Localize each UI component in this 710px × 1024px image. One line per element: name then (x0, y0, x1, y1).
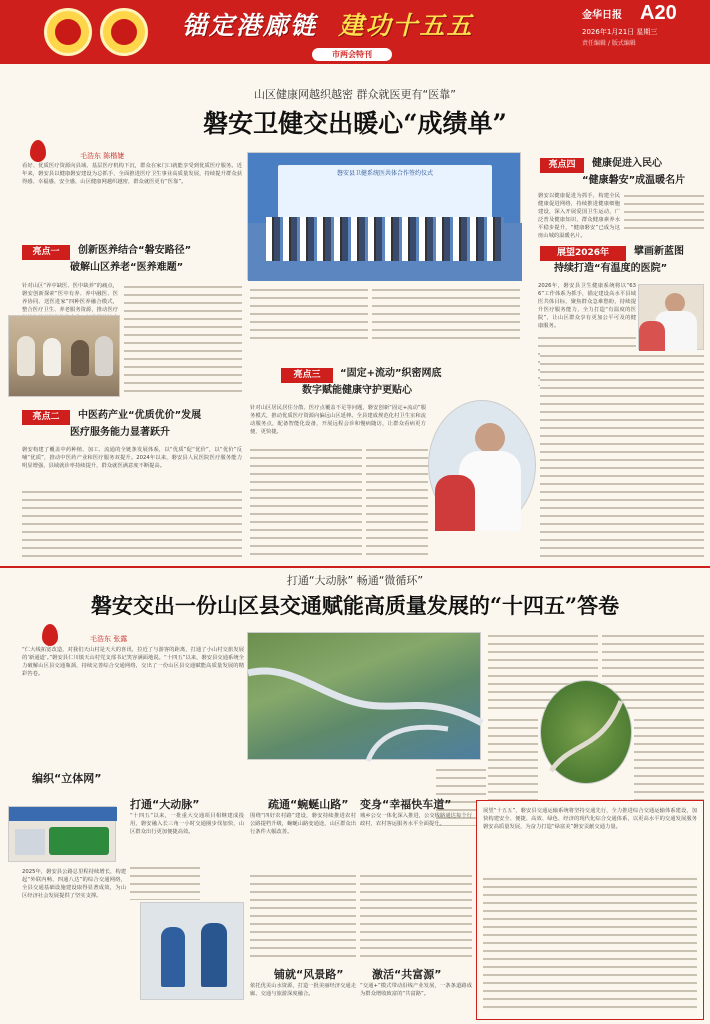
masthead-slogan: 锚定港廊链 建功十五五 (182, 11, 474, 40)
section-d-continued-text (360, 872, 472, 960)
article1-kicker: 山区健康网越织越密 群众就医更有“医靠” (254, 88, 456, 101)
signing-ceremony-photo (247, 152, 521, 280)
nurse-patient-photo (638, 284, 704, 350)
article2-title: 磐安交出一份山区县交通赋能高质量发展的“十四五”答卷 (90, 593, 620, 618)
highlight1-continued-text (124, 283, 242, 397)
red-drop-icon (30, 140, 46, 162)
prospect-title-line1: 擘画新蓝图 (634, 246, 684, 257)
highlight2-continued-text (22, 488, 242, 558)
article2-right-text-4 (634, 716, 704, 800)
page-number: A20 (640, 2, 677, 24)
article1-mid-column-text (250, 286, 368, 344)
highlight2-title-line1: 中医药产业“优质优价”发展 (78, 410, 202, 421)
section-title-a: 编织“立体网” (32, 772, 102, 785)
highlight4-continued-text (624, 192, 704, 232)
article1-title: 磐安卫健交出暖心“成绩单” (203, 109, 507, 138)
section-f-body: “交通+”模式带动沿线产业发展，一条条道路成为群众增收致富的“共富路”。 (360, 983, 472, 997)
aerial-road-photo (247, 632, 481, 760)
section-b-body: “十四五”以来，一批重大交通项目相继建成投用，磐安融入长三角一小时交通圈步伐加快，山区群众出行更加便捷高效。 (130, 813, 244, 835)
section-title-e: 铺就“风景路” (274, 968, 344, 981)
article2-kicker: 打通“大动脉” 畅通“微循环” (286, 574, 424, 587)
prospect-body: 2026年，磐安县卫生健康系统将以“636”工作体系为抓手，锚定建设高水平县域医共体目标，聚焦群众急难愁盼，持续提升医疗服务能力，全力打造“有温度的医院”，让山区群众享有更加公平可及的健康服务。 (538, 283, 636, 329)
highlight2-title-line2: 医疗服务能力显著跃升 (70, 427, 170, 438)
winding-road-graphic (248, 633, 482, 761)
highlight4-tag: 亮点四 (540, 158, 584, 173)
mountain-road-photo (540, 680, 632, 784)
section-title-f: 激活“共富源” (372, 968, 442, 981)
section-e-body: 依托优美山水资源，打造一批美丽经济交通走廊，交通与旅游深度融合。 (250, 983, 356, 997)
cppcc-emblem-icon (100, 8, 148, 56)
closing-continued-text (483, 875, 697, 1011)
section-divider (0, 566, 710, 568)
highlight3-tag: 亮点三 (281, 368, 333, 383)
article2-lead: “仁大线拓宽改造，对我们天山村是天大的喜讯，拉近了与游客的距离，打通了小山村交旅发展的‘新通道’。”磐安县仁川镇天山村党支部书记笑容满面地说。“十四五”以来，磐安县交通系统全力破解山区县交通瓶颈，持续完善综合交通网络，交出了一份山区县交通赋能高质量发展的精彩答卷。 (22, 647, 244, 677)
section-title-c: 疏通“蜿蜒山路” (268, 798, 349, 811)
section-c-continued-text (250, 872, 356, 960)
highlight3-body: 针对山区居民居住分散、医疗点覆盖不足等问题，磐安创新“固定+流动”服务模式，推动优质医疗资源向偏远山区延伸。全县建成规范化村卫生室和流动服务点，配备智能化设备，开展远程会诊和慢病随访，让群众看病更方便、更快捷。 (250, 405, 426, 435)
highlight4-title-line1: 健康促进入民心 (592, 158, 662, 169)
highlight4-body: 磐安以健康促进为抓手，构建全民健康促进网络，持续推进健康细胞建设，深入开展爱国卫生运动，广泛普及健康知识，群众健康素养水平稳步提升，“健康磐安”已成为这座山城的温暖名片。 (538, 193, 620, 239)
article2-byline: 毛浩东 张露 (90, 635, 128, 643)
prospect-continued-text-2 (540, 352, 704, 558)
national-emblem-icon (44, 8, 92, 56)
closing-outlook-text: 展望“十五五”，磐安县交通运输系统将坚持交通先行，全力推进综合交通运输体系建设，加快构建安全、便捷、高效、绿色、经济的现代化综合交通体系，以更高水平的交通发展服务磐安高质量发展，为奋力打造“绿富美”磐安贡献交通力量。 (483, 808, 697, 830)
prospect-title-line2: 持续打造“有温度的医院” (554, 263, 668, 274)
section-title-d: 变身“幸福快车道” (360, 798, 452, 811)
ceremony-banner-text: 磐安县卫健系统医共体合作签约仪式 (336, 170, 433, 177)
editor-credits: 责任编辑 / 版式编辑 (582, 40, 636, 47)
highlight1-title-line1: 创新医养结合“磐安路径” (78, 245, 192, 256)
road-workers-photo (140, 902, 244, 1000)
masthead-banner (0, 0, 710, 64)
article1-lead: 看好、优质医疗资源向县域、基层医疗机构下沉，群众在家门口就能享受到优质医疗服务。近年来，磐安县以健康磐安建设为总抓手，全面推进医疗卫生事业高质量发展，持续提升群众获得感、幸福感、安全感，山区健康网越织越密，群众就医更有“医靠”。 (22, 163, 242, 185)
highlight3-continued-text-2 (366, 446, 428, 558)
article1-mid-column-text-2 (372, 286, 520, 344)
elderly-care-photo (8, 315, 120, 397)
prospect-tag: 展望2026年 (540, 246, 626, 261)
highlight3-continued-text (250, 446, 362, 558)
highlight3-title-line2: 数字赋能健康守护更贴心 (302, 385, 412, 396)
highlight2-body: 磐安构建了覆盖中药种植、加工、流通的全链条发展体系，以“优质”促“优价”，以“优价”反哺“优质”，推动中医药产业和医疗服务双提升。2024年以来，磐安县人民医院医疗服务能力明显增强，县域就诊率持续提升，群众就医满意度不断提高。 (22, 447, 242, 469)
highlight1-title-line2: 破解山区养老“医养难题” (70, 262, 184, 273)
highlight1-tag: 亮点一 (22, 245, 70, 260)
section-a-body: 2025年，磐安县公路总里程持续增长，构建起“外联内畅、四通八达”的综合交通网络，全县交通基础设施建设取得显著成效，为山区经济社会发展提供了坚实支撑。 (22, 869, 126, 899)
section-title-b: 打通“大动脉” (130, 798, 200, 811)
section-c-body: 围绕“四好农村路”建设，磐安持续推进农村公路提档升级，蜿蜒山路变通途，山区群众出行条件大幅改善。 (250, 813, 356, 835)
bus-station-photo (8, 806, 116, 862)
red-drop-icon (42, 624, 58, 646)
issue-date: 2026年1月21日 星期三 (582, 28, 658, 36)
highlight2-tag: 亮点二 (22, 410, 70, 425)
mountain-road-curve (541, 681, 633, 785)
closing-outlook-box (476, 800, 704, 1020)
section-d-body: 城乡公交一体化深入推进，公交线路通达每个行政村，农村客运服务水平全面提升。 (360, 813, 472, 827)
highlight1-body: 针对山区“养中缺医、医中缺养”的痛点，磐安创新探索“医中有养、养中融医、医养协同、送医进家”四种医养融合模式，整合医疗卫生、养老服务资源，推动医疗 (22, 283, 118, 313)
article1-byline: 毛浩东 陈楷婕 (80, 152, 125, 160)
highlight4-title-line2: “健康磐安”成温暖名片 (582, 175, 686, 186)
newspaper-name: 金华日报 (582, 10, 622, 21)
special-edition-tag: 市两会特刊 (312, 48, 392, 61)
section-b-continued-text (130, 864, 200, 900)
highlight3-title-line1: “固定+流动”织密网底 (340, 368, 442, 379)
doctor-patient-photo (428, 400, 536, 530)
